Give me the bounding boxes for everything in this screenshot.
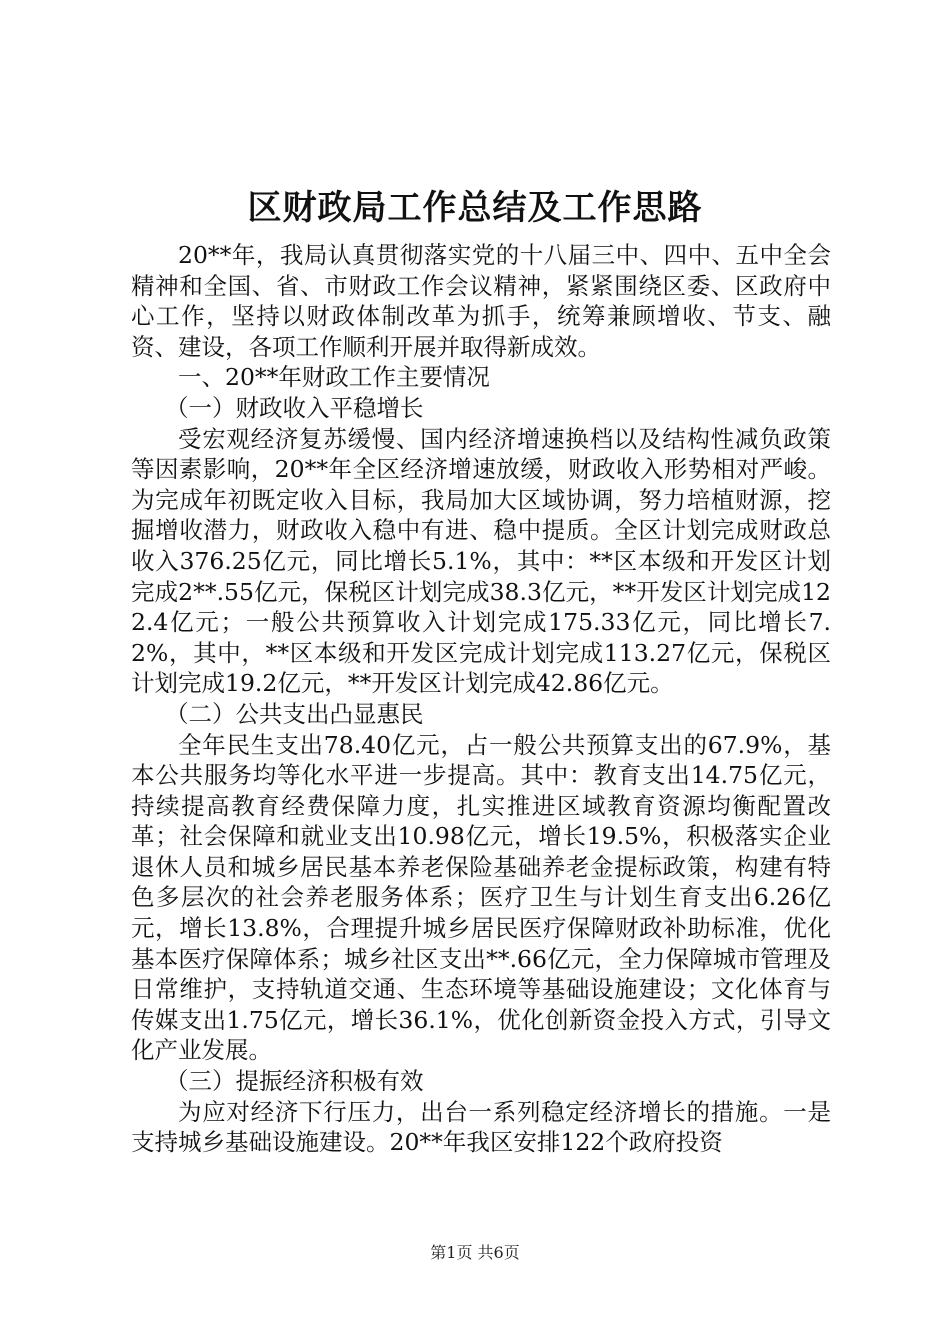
intro-paragraph: 20**年，我局认真贯彻落实党的十八届三中、四中、五中全会精神和全国、省、市财政工作会议精神，紧紧围绕区委、区政府中心工作，坚持以财政体制改革为抓手，统筹兼顾增收、节支、融资、建设，各项工作顺利开展并取得新成效。 [131, 241, 831, 361]
section-heading-1: 一、20**年财政工作主要情况 [178, 363, 490, 392]
revenue-paragraph: 受宏观经济复苏缓慢、国内经济增速换档以及结构性减负政策等因素影响，20**年全区经济增速放缓，财政收入形势相对严峻。为完成年初既定收入目标，我局加大区域协调，努力培植财源，挖掘增收潜力，财政收入稳中有进、稳中提质。全区计划完成财政总收入376.25亿元，同比增长5.1%，其中：**区本级和开发区计划完成2**.55亿元，保税区计划完成38.3亿元，**开发区计划完成122.4亿元；一般公共预算收入计划完成175.33亿元，同比增长7.2%，其中，**区本级和开发区完成计划完成113.27亿元，保税区计划完成19.2亿元，**开发区计划完成42.86亿元。 [131, 424, 831, 698]
subsection-heading-3: （三）提振经济积极有效 [165, 1067, 424, 1096]
expenditure-paragraph: 全年民生支出78.40亿元，占一般公共预算支出的67.9%，基本公共服务均等化水平进一步提高。其中：教育支出14.75亿元，持续提高教育经费保障力度，扎实推进区域教育资源均衡配置改革；社会保障和就业支出10.98亿元，增长19.5%，积极落实企业退休人员和城乡居民基本养老保险基础养老金提标政策，构建有特色多层次的社会养老服务体系；医疗卫生与计划生育支出6.26亿元，增长13.8%，合理提升城乡居民医疗保障财政补助标准，优化基本医疗保障体系；城乡社区支出**.66亿元，全力保障城市管理及日常维护，支持轨道交通、生态环境等基础设施建设；文化体育与传媒支出1.75亿元，增长36.1%，优化创新资金投入方式，引导文化产业发展。 [131, 730, 831, 1065]
economy-paragraph: 为应对经济下行压力，出台一系列稳定经济增长的措施。一是支持城乡基础设施建设。20**年我区安排122个政府投资 [131, 1097, 831, 1157]
page-footer: 第1页 共6页 [430, 1243, 520, 1262]
subsection-heading-2: （二）公共支出凸显惠民 [165, 699, 424, 728]
document-body [131, 240, 831, 1158]
document-title: 区财政局工作总结及工作思路 [247, 188, 703, 228]
subsection-heading-1: （一）财政收入平稳增长 [165, 393, 424, 422]
